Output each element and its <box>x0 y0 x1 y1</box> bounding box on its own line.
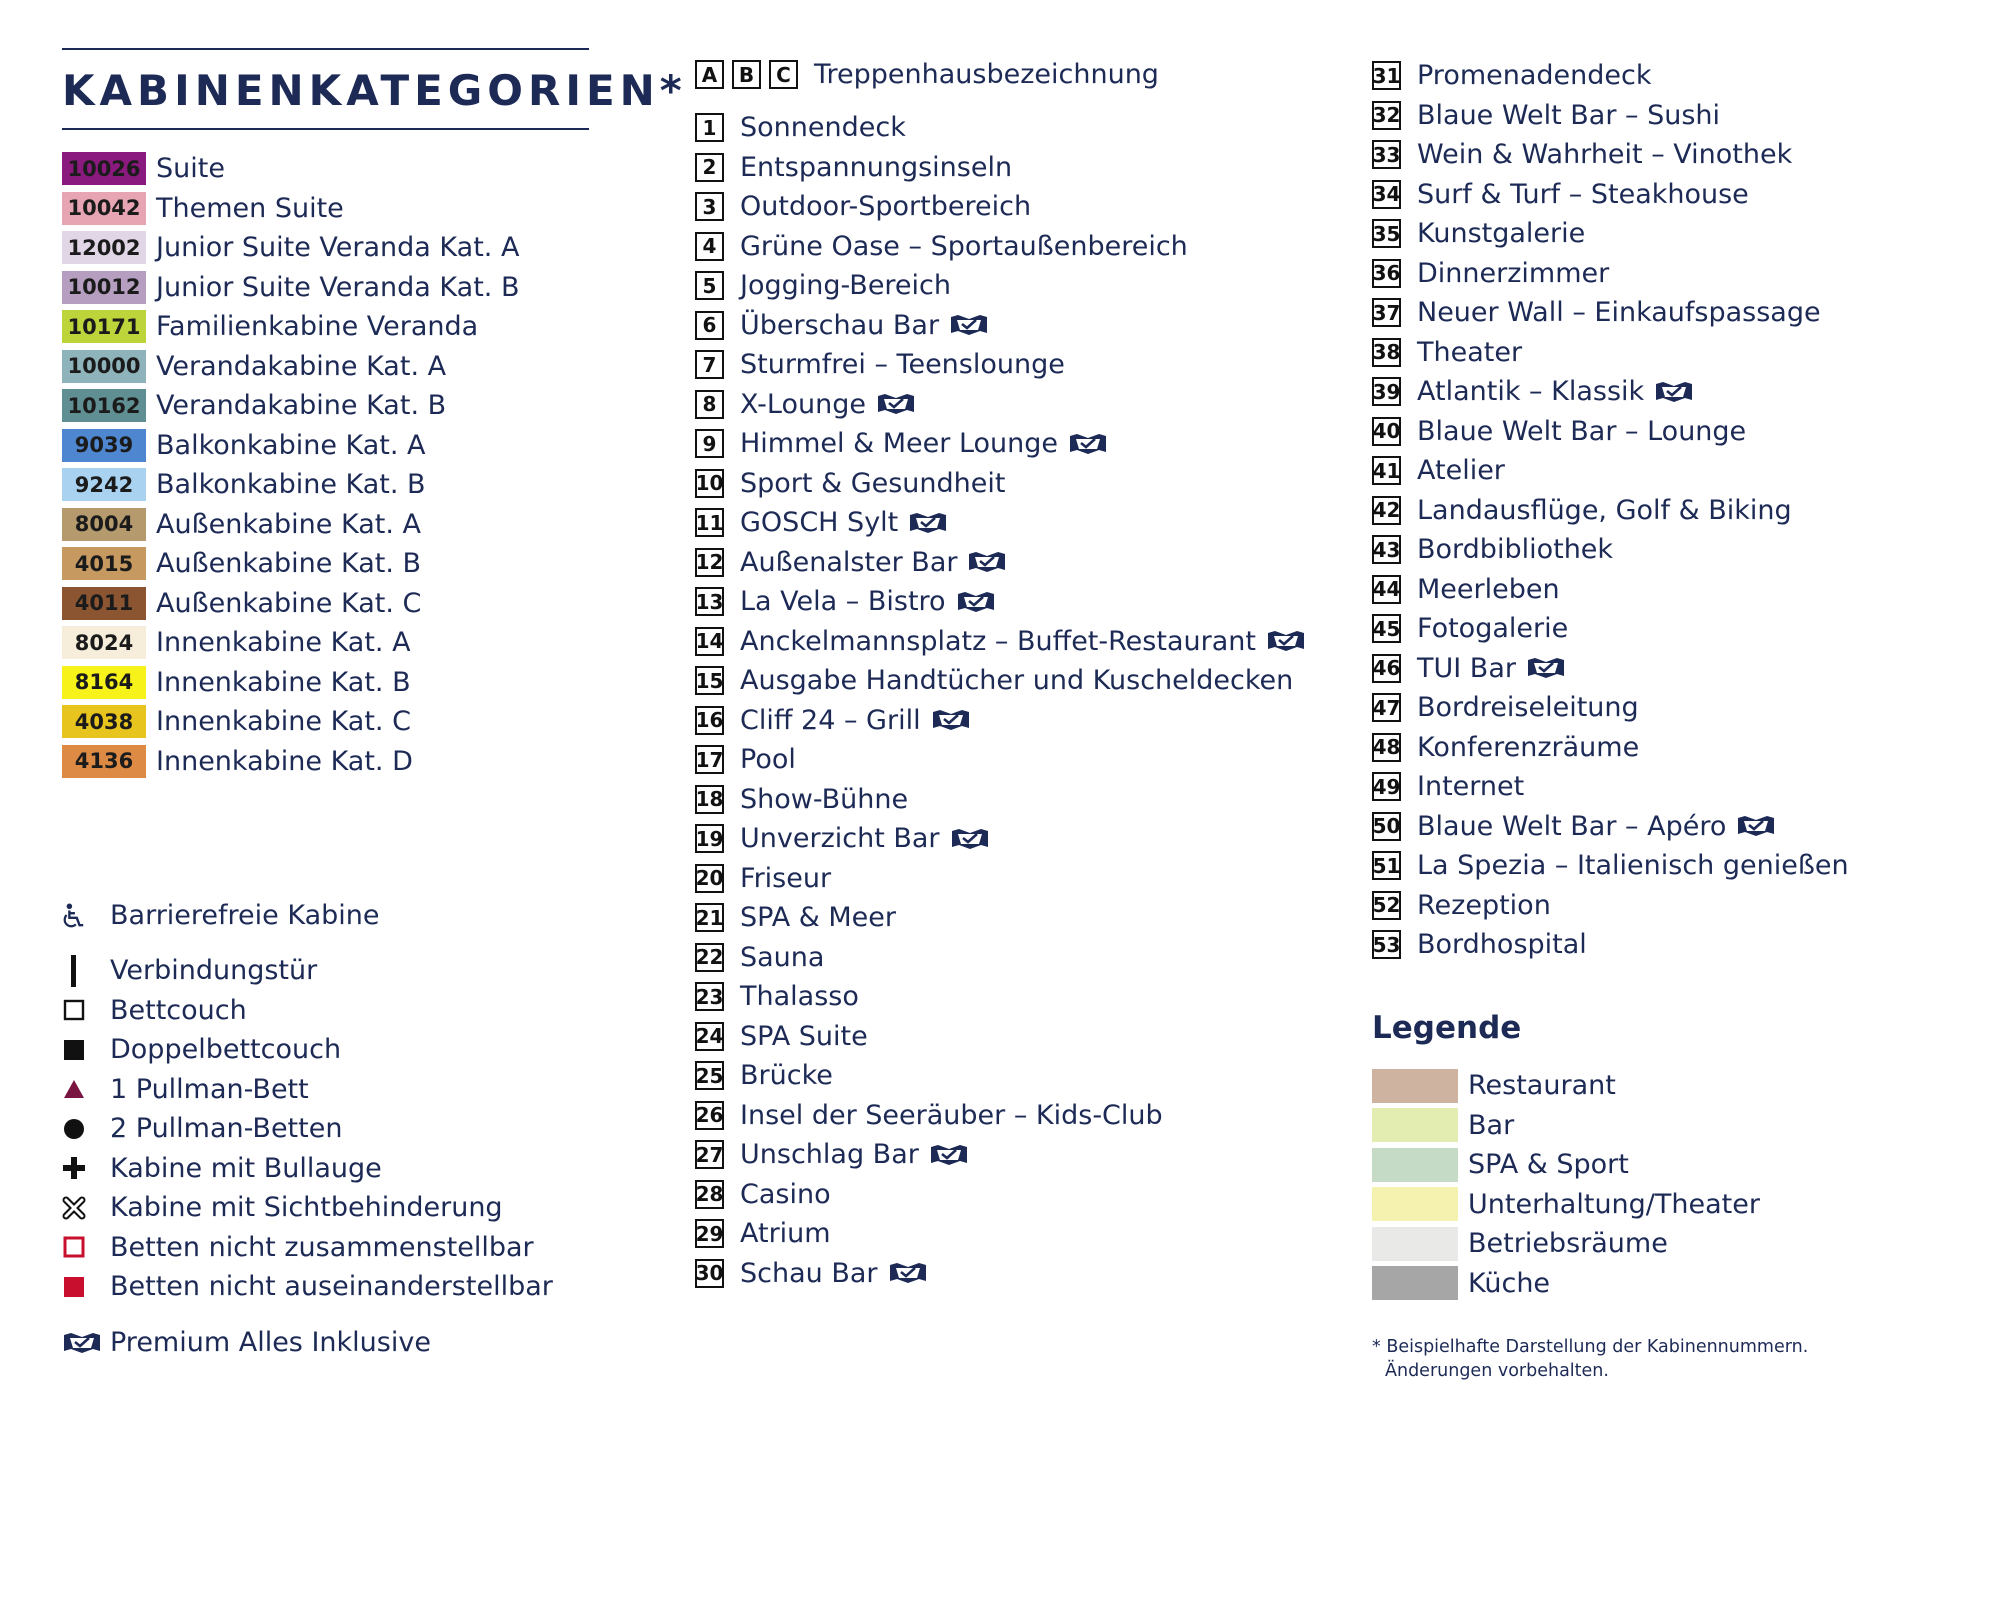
category-code: 9242 <box>62 468 146 501</box>
room-number: 7 <box>695 350 724 379</box>
room-row <box>695 1056 1306 1096</box>
category-label: Familienkabine Veranda <box>156 311 479 343</box>
room-label: Fotogalerie <box>1417 613 1569 645</box>
symbol-label: Betten nicht zusammenstellbar <box>110 1231 534 1263</box>
wheelchair-icon <box>62 904 86 928</box>
symbol-row <box>62 991 553 1031</box>
symbol-label: Verbindungstür <box>110 955 318 987</box>
category-row <box>62 505 520 545</box>
room-row <box>1372 609 1849 649</box>
room-number: 2 <box>695 153 724 182</box>
room-number: 10 <box>695 469 724 498</box>
room-label: La Spezia – Italienisch genießen <box>1417 850 1849 882</box>
room-label: Casino <box>740 1178 831 1210</box>
room-label: Internet <box>1417 771 1525 803</box>
legend-label: Bar <box>1468 1109 1515 1141</box>
premium-badge-icon <box>876 391 916 417</box>
stairwell-row <box>695 55 1159 95</box>
room-number: 50 <box>1372 812 1401 841</box>
symbol-row <box>62 1267 553 1307</box>
symbol-row <box>62 896 380 936</box>
category-label: Außenkabine Kat. C <box>156 587 422 619</box>
room-number: 6 <box>695 311 724 340</box>
footnote <box>1372 1335 1808 1383</box>
legend-row <box>1372 1066 1760 1106</box>
symbol-label: 2 Pullman-Betten <box>110 1113 343 1145</box>
room-label: Grüne Oase – Sportaußenbereich <box>740 230 1188 262</box>
room-number: 16 <box>695 706 724 735</box>
legend-swatch <box>1372 1227 1458 1261</box>
category-label: Suite <box>156 153 225 185</box>
room-label: Sturmfrei – Teenslounge <box>740 349 1065 381</box>
room-number: 40 <box>1372 417 1401 446</box>
room-row <box>695 187 1306 227</box>
legend-label: Küche <box>1468 1267 1551 1299</box>
room-row <box>1372 293 1849 333</box>
room-row <box>1372 807 1849 847</box>
category-row <box>62 465 520 505</box>
category-label: Innenkabine Kat. A <box>156 627 411 659</box>
room-number: 46 <box>1372 654 1401 683</box>
room-row <box>1372 372 1849 412</box>
room-row <box>695 543 1306 583</box>
room-number: 38 <box>1372 338 1401 367</box>
category-code: 10012 <box>62 271 146 304</box>
room-number: 12 <box>695 548 724 577</box>
room-number: 24 <box>695 1022 724 1051</box>
category-code: 10026 <box>62 152 146 185</box>
room-row <box>695 503 1306 543</box>
room-row <box>695 464 1306 504</box>
room-row <box>695 819 1306 859</box>
room-number: 15 <box>695 666 724 695</box>
category-label: Junior Suite Veranda Kat. B <box>156 271 520 303</box>
symbol-row <box>62 1228 553 1268</box>
room-row <box>1372 175 1849 215</box>
premium-row-wrap <box>62 1323 431 1363</box>
room-number: 14 <box>695 627 724 656</box>
premium-badge-icon <box>949 312 989 338</box>
room-label: Landausflüge, Golf & Biking <box>1417 494 1792 526</box>
premium-badge-icon <box>931 707 971 733</box>
porthole-icon <box>62 1156 86 1180</box>
room-label: Rezeption <box>1417 889 1551 921</box>
pullman-one-icon <box>62 1077 86 1101</box>
room-number: 1 <box>695 113 724 142</box>
legend-label: Restaurant <box>1468 1070 1616 1102</box>
room-row <box>695 306 1306 346</box>
category-code: 10162 <box>62 389 146 422</box>
room-label: Show-Bühne <box>740 783 909 815</box>
category-code: 4136 <box>62 745 146 778</box>
legend-title: Legende <box>1372 1010 1522 1046</box>
category-row <box>62 702 520 742</box>
room-label: Atelier <box>1417 455 1505 487</box>
room-row <box>695 898 1306 938</box>
legend-row <box>1372 1224 1760 1264</box>
room-row <box>1372 491 1849 531</box>
premium-badge-icon <box>967 549 1007 575</box>
beds-not-combinable-icon <box>62 1235 86 1259</box>
room-row <box>695 582 1306 622</box>
symbol-list <box>62 896 380 936</box>
room-row <box>695 148 1306 188</box>
room-number: 52 <box>1372 891 1401 920</box>
premium-badge-icon <box>888 1260 928 1286</box>
room-row <box>695 977 1306 1017</box>
room-number: 45 <box>1372 614 1401 643</box>
legend-row <box>1372 1185 1760 1225</box>
room-number: 21 <box>695 903 724 932</box>
symbol-list-more <box>62 951 553 1307</box>
room-number: 3 <box>695 192 724 221</box>
room-row <box>1372 96 1849 136</box>
room-number: 32 <box>1372 101 1401 130</box>
legend-swatch <box>1372 1069 1458 1103</box>
room-label: Sonnendeck <box>740 112 906 144</box>
room-row <box>695 345 1306 385</box>
legend-list <box>1372 1066 1760 1303</box>
room-row <box>695 1017 1306 1057</box>
room-number: 19 <box>695 824 724 853</box>
room-number: 13 <box>695 587 724 616</box>
room-label: X-Lounge <box>740 388 866 420</box>
footnote-line-2: Änderungen vorbehalten. <box>1385 1361 1609 1381</box>
category-code: 10171 <box>62 310 146 343</box>
room-number: 47 <box>1372 693 1401 722</box>
room-number: 5 <box>695 271 724 300</box>
room-row <box>1372 767 1849 807</box>
category-row <box>62 228 520 268</box>
room-number: 41 <box>1372 456 1401 485</box>
symbol-row <box>62 1323 431 1363</box>
room-number: 35 <box>1372 219 1401 248</box>
room-label: Unschlag Bar <box>740 1139 919 1171</box>
room-row <box>1372 333 1849 373</box>
room-label: Atlantik – Klassik <box>1417 376 1645 408</box>
room-number: 30 <box>695 1259 724 1288</box>
room-number: 8 <box>695 390 724 419</box>
room-row <box>695 1254 1306 1294</box>
room-row <box>695 938 1306 978</box>
premium-badge-icon <box>929 1142 969 1168</box>
category-label: Innenkabine Kat. C <box>156 706 411 738</box>
stairwell-letter-c: C <box>769 60 798 89</box>
legend-row <box>1372 1264 1760 1304</box>
category-row <box>62 347 520 387</box>
category-label: Balkonkabine Kat. A <box>156 429 426 461</box>
room-row <box>1372 135 1849 175</box>
symbol-label: Kabine mit Bullauge <box>110 1152 382 1184</box>
room-label: Bordreiseleitung <box>1417 692 1639 724</box>
room-label: Jogging-Bereich <box>740 270 952 302</box>
room-number: 51 <box>1372 851 1401 880</box>
category-code: 8004 <box>62 508 146 541</box>
room-number: 26 <box>695 1101 724 1130</box>
symbol-label: Kabine mit Sichtbehinderung <box>110 1192 503 1224</box>
category-code: 4015 <box>62 547 146 580</box>
footnote-line-1: * Beispielhafte Darstellung der Kabinennummern. <box>1372 1337 1809 1357</box>
category-code: 9039 <box>62 429 146 462</box>
category-row <box>62 742 520 782</box>
room-row <box>695 108 1306 148</box>
room-label: Friseur <box>740 862 832 894</box>
room-row <box>1372 846 1849 886</box>
room-label: La Vela – Bistro <box>740 586 946 618</box>
category-list <box>62 149 520 781</box>
legend-row <box>1372 1145 1760 1185</box>
room-label: Überschau Bar <box>740 309 940 341</box>
room-number: 43 <box>1372 535 1401 564</box>
room-label: Theater <box>1417 336 1523 368</box>
room-label: Outdoor-Sportbereich <box>740 191 1032 223</box>
room-label: Anckelmannsplatz – Buffet-Restaurant <box>740 625 1256 657</box>
room-number: 34 <box>1372 180 1401 209</box>
sofa-bed-icon <box>62 998 86 1022</box>
room-number: 37 <box>1372 298 1401 327</box>
premium-badge-icon <box>62 1331 102 1355</box>
room-number: 36 <box>1372 259 1401 288</box>
legend-swatch <box>1372 1266 1458 1300</box>
room-row <box>1372 412 1849 452</box>
room-label: Blaue Welt Bar – Sushi <box>1417 99 1721 131</box>
stairwell-label: Treppenhausbezeichnung <box>814 59 1159 91</box>
category-label: Balkonkabine Kat. B <box>156 469 426 501</box>
room-label: Himmel & Meer Lounge <box>740 428 1059 460</box>
category-code: 4038 <box>62 705 146 738</box>
room-label: Entspannungsinseln <box>740 151 1013 183</box>
room-label: Schau Bar <box>740 1257 878 1289</box>
room-number: 31 <box>1372 61 1401 90</box>
room-label: Wein & Wahrheit – Vinothek <box>1417 139 1793 171</box>
category-label: Junior Suite Veranda Kat. A <box>156 232 520 264</box>
room-number: 23 <box>695 982 724 1011</box>
room-row <box>1372 570 1849 610</box>
room-row <box>1372 649 1849 689</box>
category-label: Themen Suite <box>156 192 344 224</box>
room-number: 20 <box>695 864 724 893</box>
category-code: 8024 <box>62 626 146 659</box>
room-label: Promenadendeck <box>1417 60 1652 92</box>
room-number: 49 <box>1372 772 1401 801</box>
room-row <box>695 266 1306 306</box>
room-row <box>695 1096 1306 1136</box>
category-label: Verandakabine Kat. A <box>156 350 447 382</box>
legend-swatch <box>1372 1148 1458 1182</box>
premium-badge-icon <box>1654 379 1694 405</box>
legend-label: SPA & Sport <box>1468 1149 1629 1181</box>
category-row <box>62 268 520 308</box>
room-row <box>695 424 1306 464</box>
room-label: TUI Bar <box>1417 652 1516 684</box>
room-row <box>1372 56 1849 96</box>
room-label: SPA & Meer <box>740 902 897 934</box>
room-label: Surf & Turf – Steakhouse <box>1417 178 1749 210</box>
room-label: Atrium <box>740 1218 831 1250</box>
symbol-label: Bettcouch <box>110 994 247 1026</box>
room-row <box>695 1135 1306 1175</box>
room-label: Dinnerzimmer <box>1417 257 1610 289</box>
room-row <box>1372 925 1849 965</box>
symbol-row <box>62 1070 553 1110</box>
room-row <box>1372 254 1849 294</box>
category-label: Innenkabine Kat. D <box>156 745 413 777</box>
room-row <box>1372 530 1849 570</box>
symbol-label: Betten nicht auseinanderstellbar <box>110 1271 553 1303</box>
room-row <box>1372 886 1849 926</box>
category-row <box>62 426 520 466</box>
room-number: 44 <box>1372 575 1401 604</box>
room-row <box>695 622 1306 662</box>
symbol-label: 1 Pullman-Bett <box>110 1073 309 1105</box>
premium-badge-icon <box>1526 655 1566 681</box>
premium-badge-icon <box>1266 628 1306 654</box>
symbol-label: Barrierefreie Kabine <box>110 900 380 932</box>
room-label: Unverzicht Bar <box>740 823 940 855</box>
symbol-row <box>62 951 553 991</box>
room-number: 4 <box>695 232 724 261</box>
category-code: 8164 <box>62 666 146 699</box>
room-label: Sport & Gesundheit <box>740 467 1006 499</box>
room-label: Kunstgalerie <box>1417 218 1586 250</box>
room-label: Cliff 24 – Grill <box>740 704 921 736</box>
connecting-door-icon <box>62 959 86 983</box>
room-row <box>695 227 1306 267</box>
category-code: 10042 <box>62 192 146 225</box>
category-row <box>62 544 520 584</box>
room-number: 9 <box>695 429 724 458</box>
room-label: Bordhospital <box>1417 929 1587 961</box>
room-number: 27 <box>695 1140 724 1169</box>
room-list-left <box>695 108 1306 1293</box>
beds-not-separable-icon <box>62 1275 86 1299</box>
room-label: Meerleben <box>1417 573 1560 605</box>
pullman-two-icon <box>62 1117 86 1141</box>
room-number: 53 <box>1372 930 1401 959</box>
category-label: Innenkabine Kat. B <box>156 666 411 698</box>
premium-badge-icon <box>908 510 948 536</box>
symbol-row <box>62 1109 553 1149</box>
room-label: Insel der Seeräuber – Kids-Club <box>740 1099 1163 1131</box>
room-row <box>695 1175 1306 1215</box>
stairwell-row-wrap <box>695 55 1159 95</box>
room-label: SPA Suite <box>740 1020 868 1052</box>
room-list-right <box>1372 56 1849 965</box>
room-label: Pool <box>740 744 796 776</box>
categories-title: KABINENKATEGORIEN* <box>62 66 687 115</box>
symbol-row <box>62 1030 553 1070</box>
category-row <box>62 584 520 624</box>
room-row <box>1372 451 1849 491</box>
double-sofa-bed-icon <box>62 1038 86 1062</box>
room-number: 25 <box>695 1061 724 1090</box>
symbol-label: Premium Alles Inklusive <box>110 1327 431 1359</box>
room-number: 17 <box>695 745 724 774</box>
room-row <box>695 780 1306 820</box>
room-row <box>695 1214 1306 1254</box>
room-row <box>695 701 1306 741</box>
room-label: Brücke <box>740 1060 833 1092</box>
room-label: Sauna <box>740 941 825 973</box>
legend-row <box>1372 1106 1760 1146</box>
room-number: 11 <box>695 508 724 537</box>
premium-badge-icon <box>1736 813 1776 839</box>
room-row <box>695 740 1306 780</box>
room-number: 22 <box>695 943 724 972</box>
stairwell-letter-a: A <box>695 60 724 89</box>
obstructed-view-icon <box>62 1196 86 1220</box>
room-label: Blaue Welt Bar – Apéro <box>1417 810 1727 842</box>
room-number: 48 <box>1372 733 1401 762</box>
room-row <box>1372 688 1849 728</box>
room-number: 39 <box>1372 377 1401 406</box>
room-number: 18 <box>695 785 724 814</box>
room-label: Neuer Wall – Einkaufspassage <box>1417 297 1821 329</box>
premium-badge-icon <box>950 826 990 852</box>
category-label: Verandakabine Kat. B <box>156 390 447 422</box>
symbol-label: Doppelbettcouch <box>110 1034 342 1066</box>
category-label: Außenkabine Kat. A <box>156 508 421 540</box>
premium-badge-icon <box>1068 431 1108 457</box>
room-label: Thalasso <box>740 981 859 1013</box>
category-code: 10000 <box>62 350 146 383</box>
title-top-rule <box>62 48 589 50</box>
category-row <box>62 149 520 189</box>
category-row <box>62 663 520 703</box>
stairwell-letter-b: B <box>732 60 761 89</box>
category-row <box>62 623 520 663</box>
room-number: 29 <box>695 1219 724 1248</box>
room-label: Blaue Welt Bar – Lounge <box>1417 415 1747 447</box>
category-code: 4011 <box>62 587 146 620</box>
category-label: Außenkabine Kat. B <box>156 548 422 580</box>
legend-swatch <box>1372 1187 1458 1221</box>
room-label: Bordbibliothek <box>1417 534 1614 566</box>
room-row <box>1372 214 1849 254</box>
room-row <box>695 661 1306 701</box>
category-row <box>62 386 520 426</box>
legend-label: Betriebsräume <box>1468 1228 1668 1260</box>
room-row <box>1372 728 1849 768</box>
room-row <box>695 859 1306 899</box>
category-row <box>62 189 520 229</box>
room-number: 28 <box>695 1180 724 1209</box>
symbol-row <box>62 1149 553 1189</box>
premium-badge-icon <box>956 589 996 615</box>
room-label: GOSCH Sylt <box>740 507 899 539</box>
room-label: Außenalster Bar <box>740 546 958 578</box>
legend-label: Unterhaltung/Theater <box>1468 1188 1760 1220</box>
legend-swatch <box>1372 1108 1458 1142</box>
category-row <box>62 307 520 347</box>
category-code: 12002 <box>62 231 146 264</box>
room-label: Konferenzräume <box>1417 731 1640 763</box>
symbol-row <box>62 1188 553 1228</box>
room-row <box>695 385 1306 425</box>
room-label: Ausgabe Handtücher und Kuscheldecken <box>740 665 1294 697</box>
room-number: 42 <box>1372 496 1401 525</box>
title-bottom-rule <box>62 128 589 130</box>
room-number: 33 <box>1372 140 1401 169</box>
